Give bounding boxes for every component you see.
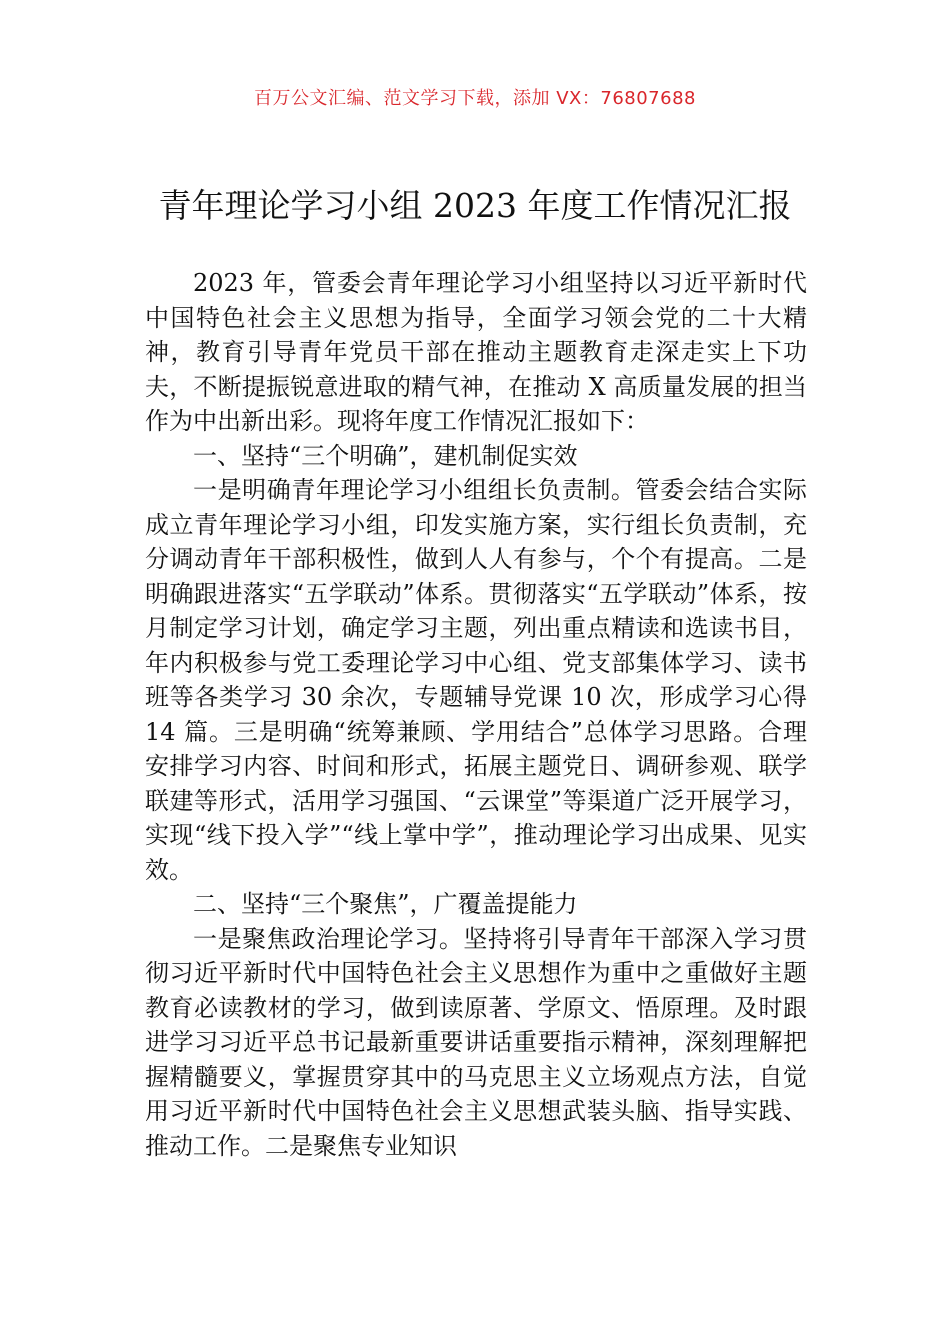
section-1-paragraph: 一是明确青年理论学习小组组长负责制。管委会结合实际成立青年理论学习小组，印发实施方案，实行组长负责制，充分调动青年干部积极性，做到人人有参与，个个有提高。二是明确跟进落实“五学联动”体系。贯彻落实“五学联动”体系，按月制定学习计划，确定学习主题，列出重点精读和选读书目，年内积极参与党工委理论学习中心组、党支部集体学习、读书班等各类学习 30 余次，专题辅导党课 10 次，形成学习心得 14 篇。三是明确“统筹兼顾、学用结合”总体学习思路。合理安排学习内容、时间和形式，拓展主题党日、调研参观、联学联建等形式，活用学习强国、“云课堂”等渠道广泛开展学习，实现“线下投入学”“线上掌中学”，推动理论学习出成果、见实效。 — [145, 476, 807, 884]
document-title: 青年理论学习小组 2023 年度工作情况汇报 — [158, 186, 792, 225]
document-body — [145, 266, 807, 1163]
header-watermark-note: 百万公文汇编、范文学习下载，添加 VX：76807688 — [254, 88, 696, 109]
intro-paragraph: 2023 年，管委会青年理论学习小组坚持以习近平新时代中国特色社会主义思想为指导，全面学习领会党的二十大精神，教育引导青年党员干部在推动主题教育走深走实上下功夫，不断提振锐意进取的精气神，在推动 X 高质量发展的担当作为中出新出彩。现将年度工作情况汇报如下： — [145, 269, 807, 435]
section-2-heading: 二、坚持“三个聚焦”，广覆盖提能力 — [193, 890, 578, 918]
section-2-paragraph: 一是聚焦政治理论学习。坚持将引导青年干部深入学习贯彻习近平新时代中国特色社会主义思想作为重中之重做好主题教育必读教材的学习，做到读原著、学原文、悟原理。及时跟进学习习近平总书记最新重要讲话重要指示精神，深刻理解把握精髓要义，掌握贯穿其中的马克思主义立场观点方法，自觉用习近平新时代中国特色社会主义思想武装头脑、指导实践、推动工作。二是聚焦专业知识 — [145, 924, 807, 1160]
section-1-heading: 一、坚持“三个明确”，建机制促实效 — [193, 441, 578, 470]
